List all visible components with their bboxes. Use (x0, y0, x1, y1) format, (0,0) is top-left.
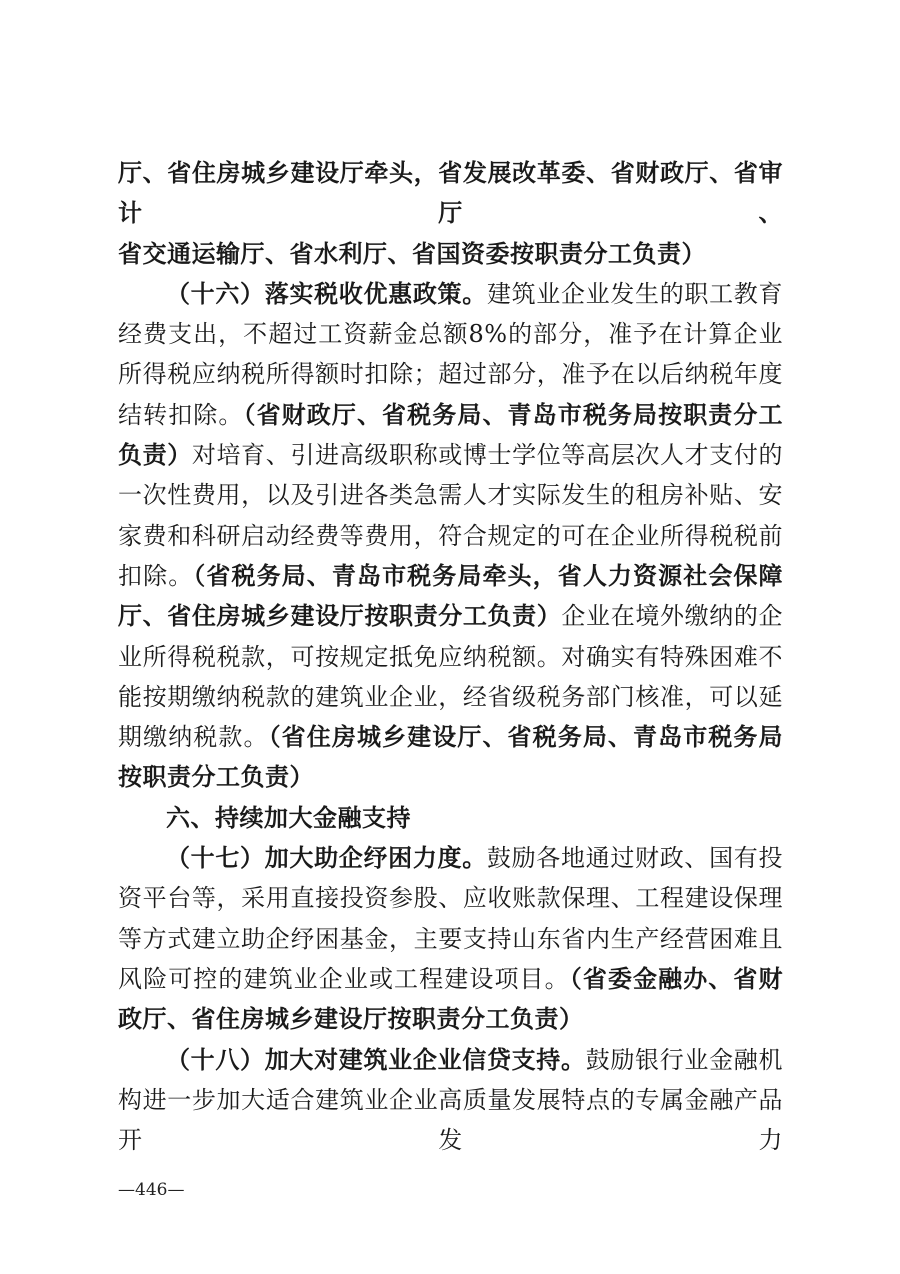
responsibility-note: 厅、省住房城乡建设厅牵头，省发展改革委、省财政厅、省审计厅、 (118, 158, 783, 228)
clause-text: 鼓励银行业金融机构进一步加大适合建筑业企业高质量发展特点的专属金融产品开发力 (118, 1045, 783, 1155)
clause-text: 企业在境外缴纳的企业所得税税款，可按规定抵免应纳税额。对确实有特殊困难不能按期缴纳税款的建筑业企业，经省级税务部门核准，可以延期缴纳税款。 (118, 602, 783, 752)
responsibility-note: 省交通运输厅、省水利厅、省国资委按职责分工负责） (118, 238, 706, 268)
clause-text: 对培育、引进高级职称或博士学位等高层次人才支付的一次性费用，以及引进各类急需人才实际发生的租房补贴、安家费和科研启动经费等费用，符合规定的可在企业所得税税前扣除。 (118, 441, 784, 590)
clause-title: （十七）加大助企纾困力度。 (166, 843, 487, 873)
responsibility-note: （省财政厅、省税务局、青岛市税务局按职责分工负责） (118, 399, 784, 470)
responsibility-note: （省委金融办、省财政厅、省住房城乡建设厅按职责分工负责） (118, 963, 784, 1034)
page-number: —446— (118, 1180, 185, 1200)
paragraph-continuation-end (118, 234, 783, 274)
clause-title: （十六）落实税收优惠政策。 (166, 278, 487, 308)
paragraph-tax-policy (118, 274, 783, 798)
clause-title: （十八）加大对建筑业企业信贷支持。 (166, 1044, 586, 1074)
responsibility-note: （省税务局、青岛市税务局牵头，省人力资源社会保障厅、省住房城乡建设厅按职责分工负责） (118, 560, 784, 631)
paragraph-relief (118, 838, 783, 1039)
clause-text: 建筑业企业发生的职工教育经费支出，不超过工资薪金总额8%的部分，准予在计算企业所得税应纳税所得额时扣除；超过部分，准予在以后纳税年度结转扣除。 (118, 279, 783, 429)
body-text (118, 153, 783, 1160)
responsibility-note: （省住房城乡建设厅、省税务局、青岛市税务局按职责分工负责） (118, 722, 783, 792)
paragraph-continuation (118, 153, 783, 234)
paragraph-credit (118, 1040, 783, 1161)
clause-text: 鼓励各地通过财政、国有投资平台等，采用直接投资参股、应收账款保理、工程建设保理等方式建立助企纾困基金，主要支持山东省内生产经营困难且风险可控的建筑业企业或工程建设项目。 (118, 844, 783, 993)
section-heading: 六、持续加大金融支持 (166, 803, 411, 832)
